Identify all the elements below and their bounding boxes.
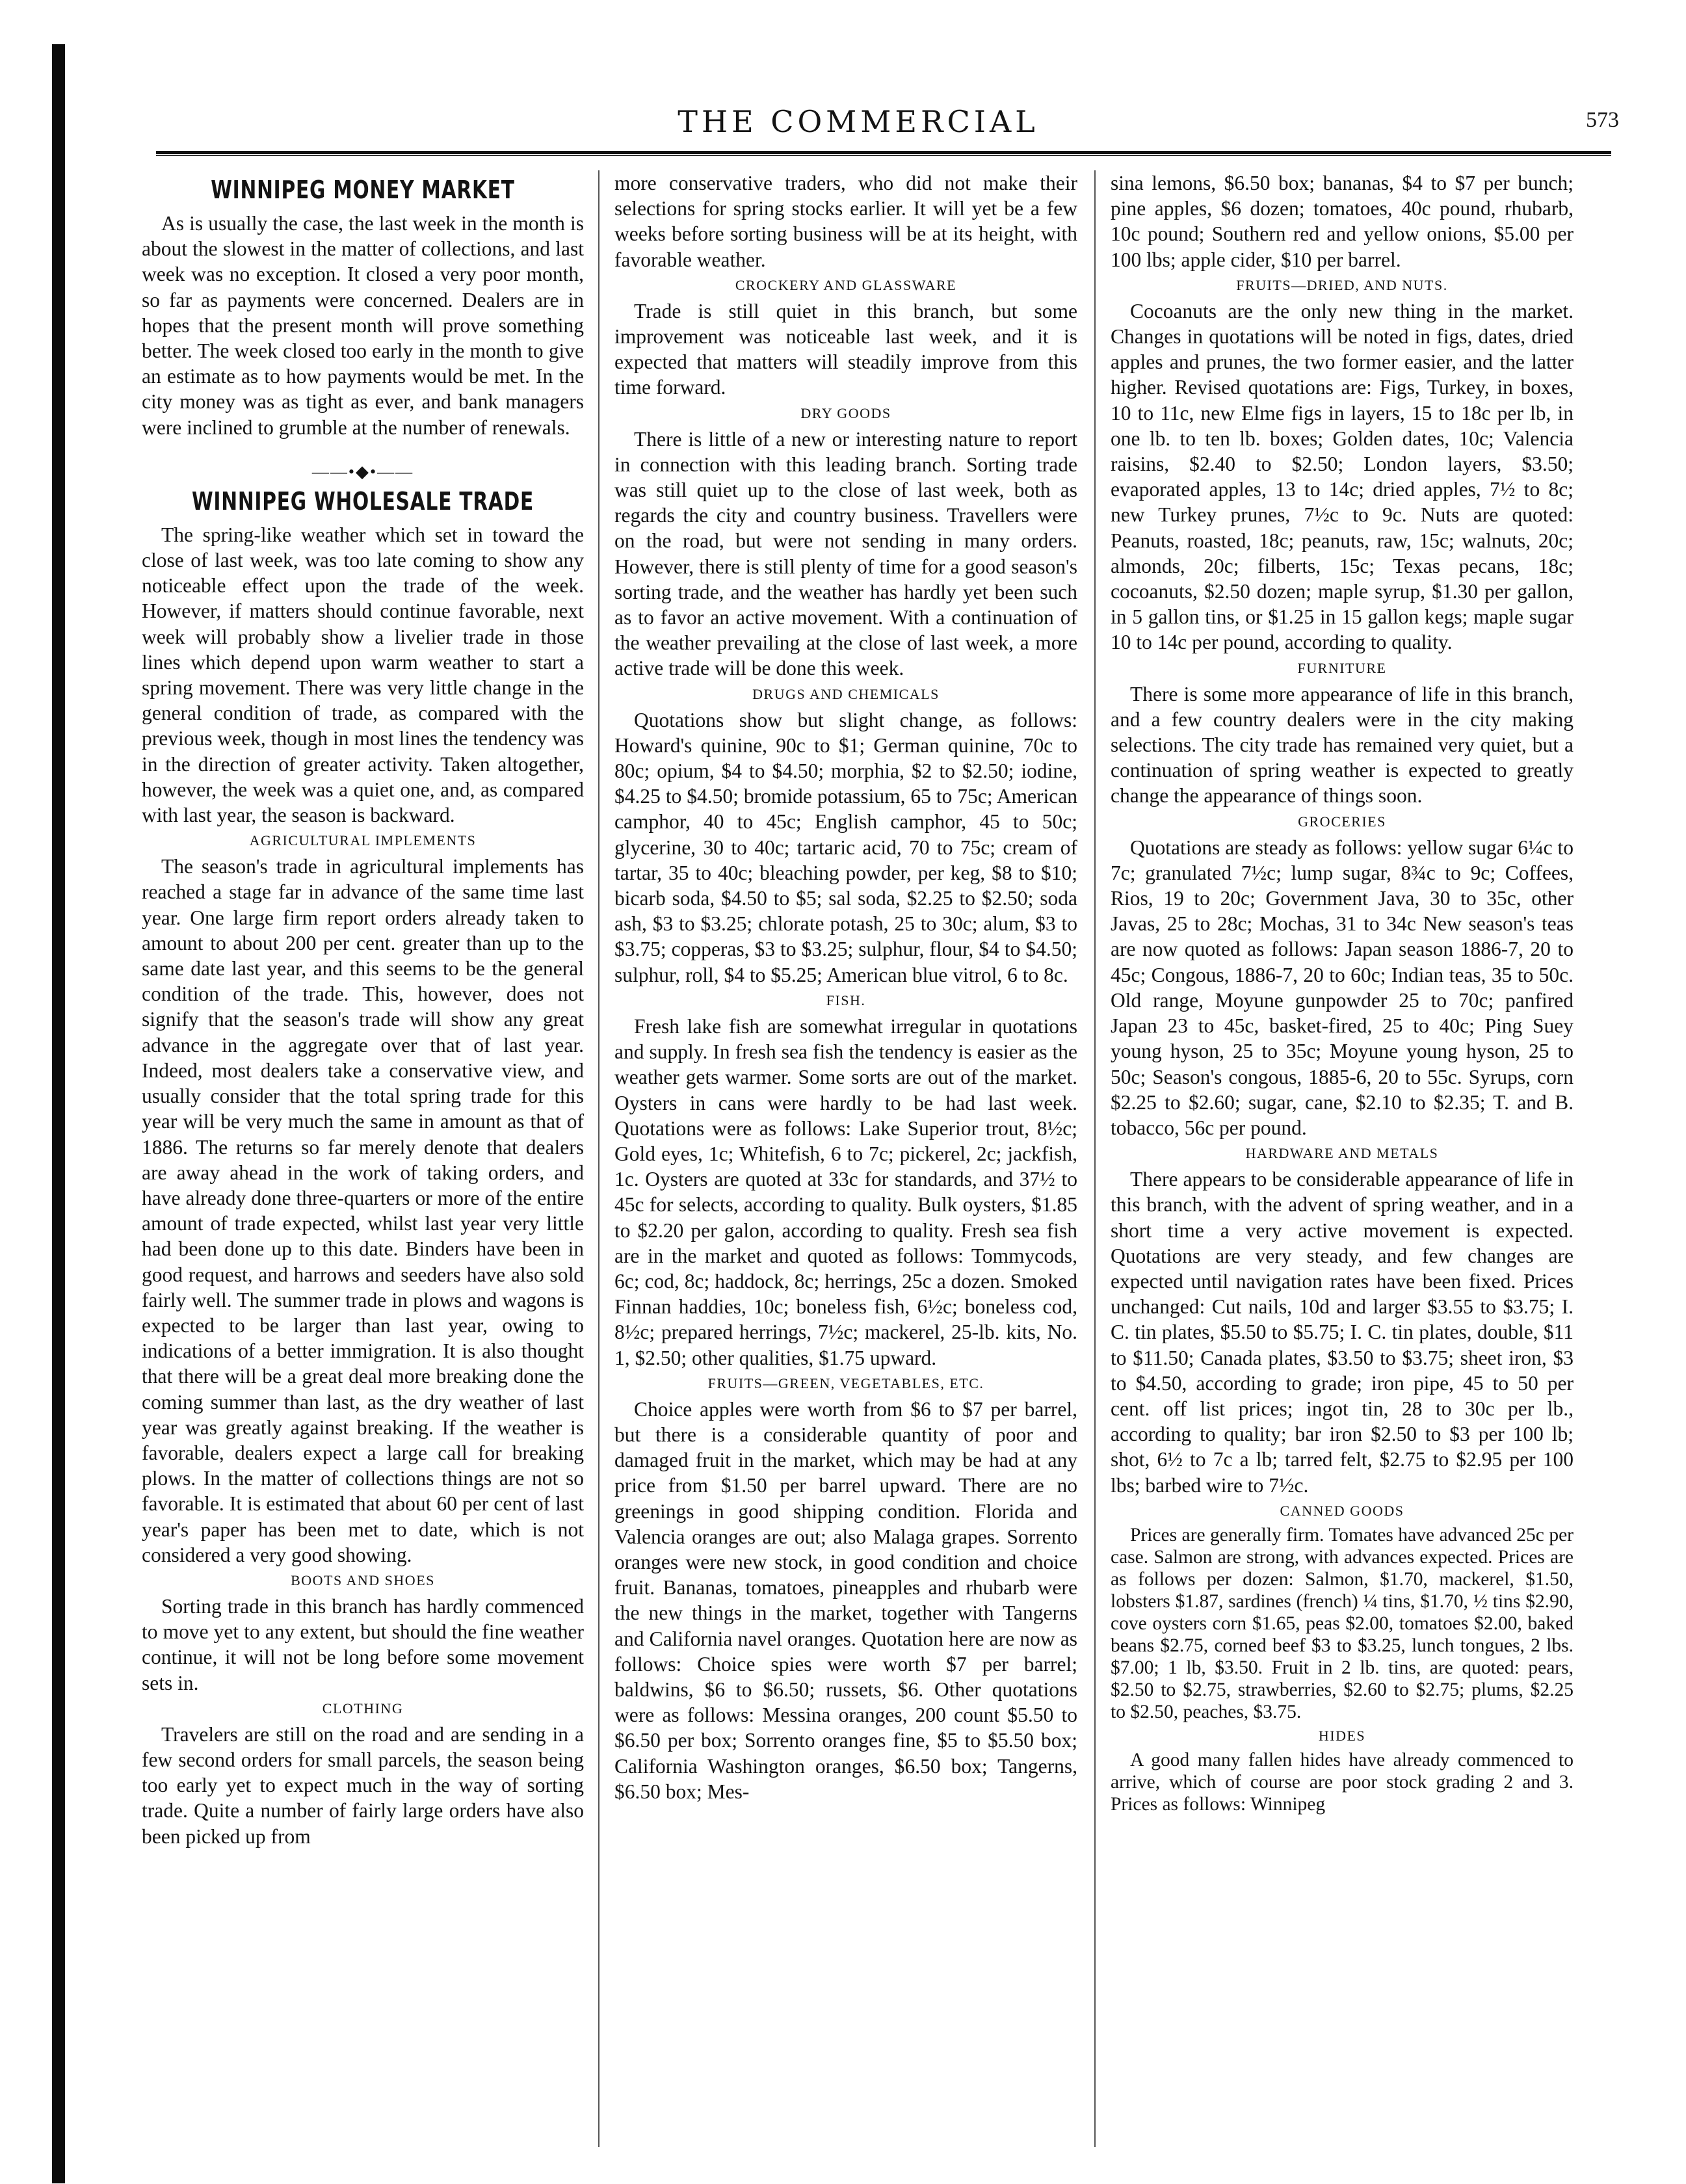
fruits-dried-heading: FRUITS—DRIED, AND NUTS. (1236, 276, 1448, 293)
fish-heading: FISH. (826, 992, 866, 1008)
column-3 (1111, 170, 1574, 2147)
boots-text: Sorting trade in this branch has hardly commenced to move yet to any extent, but should the fine weather continue, it will not be long before some movement sets in. (142, 1594, 584, 1694)
clothing-continued-text: more conservative traders, who did not make their selections for spring stocks earlier. It will yet be a few weeks before sorting business will be at its height, with favorable weather. (614, 172, 1077, 271)
column-divider-1 (598, 170, 599, 2147)
publication-title: THE COMMERCIAL (678, 104, 1039, 139)
furniture-heading: FURNITURE (1297, 659, 1387, 676)
canned-goods-heading: CANNED GOODS (1280, 1502, 1404, 1519)
column-divider-2 (1094, 170, 1096, 2147)
wholesale-trade-heading: WINNIPEG WHOLESALE TRADE (191, 486, 534, 516)
fruits-green-heading: FRUITS—GREEN, VEGETABLES, ETC. (707, 1375, 984, 1391)
drugs-heading: DRUGS AND CHEMICALS (752, 685, 940, 702)
drugs-text: Quotations show but slight change, as follows: Howard's quinine, 90c to $1; German quinine, 70c to 80c; opium, $4 to $4.50; morphia, $2 to $2.50; iodine, $4.25 to $4.50; bromide potassium, 65 to 75c; American camphor, 40 to 45c; English camphor, 45 to 50c; glycerine, 30 to 40c; tartaric acid, 70 to 75c; cream of tartar, 35 to 40c; bleaching powder, per keg, $8 to $10; bicarb soda, $4.50 to $5; sal soda, $2.25 to $2.50; soda ash, $3 to $3.25; chlorate potash, 25 to 30c; alum, $3 to $3.75; copperas, $3 to $3.25; sulphur, flour, $4 to $4.50; sulphur, roll, $4 to $5.25; American blue vitrol, 6 to 8c. (614, 708, 1077, 986)
crockery-heading: CROCKERY AND GLASSWARE (735, 276, 957, 293)
agricultural-text: The season's trade in agricultural implements has reached a stage far in advance of the same time last year. One large firm report orders already taken to amount to about 200 per cent. greater than up to the same date last year, and this seems to be the general condition of the trade. This, however, does not signify that the season's trade will show any great advance in the aggregate over that of last year. Indeed, most dealers take a conservative view, and usually consider that the total spring trade for this year will be very much the same in amount as that of 1886. The returns so far merely denote that dealers are away ahead in the work of taking orders, and have already done three-quarters or more of the entire amount of trade expected, whilst last year very little had been done up to this date. Binders have been in good request, and harrows and seeders have also sold fairly well. The summer trade in plows and wagons is expected to be larger than last year, owing to indications of a better immigration. It is also thought that there will be a great deal more breaking done the coming summer than last, as the dry weather of last year was greatly against breaking. If the weather is favorable, dealers expect a large call for breaking plows. In the matter of collections things are not so favorable. It is estimated that about 60 per cent of last year's paper has been met to date, which is not considered a very good showing. (142, 855, 584, 1566)
fruits-continued-text: sina lemons, $6.50 box; bananas, $4 to $7 per bunch; pine apples, $6 dozen; tomatoes, 40c pound, rhubarb, 10c pound; Southern red and yellow onions, $5.00 per 100 lbs; apple cider, $10 per barrel. (1111, 172, 1574, 271)
page-header (0, 104, 1686, 143)
boots-heading: BOOTS AND SHOES (291, 1572, 435, 1588)
fruits-dried-text: Cocoanuts are the only new thing in the market. Changes in quotations will be noted in figs, dates, dried apples and prunes, the two former easier, and the latter higher. Revised quotations are: Figs, Turkey, in boxes, 10 to 11c, new Elme figs in layers, 15 to 18c per lb, in one lb. to ten lb. boxes; Golden dates, 10c; Valencia raisins, $2.40 to $2.50; London layers, $3.50; evaporated apples, 13 to 14c; dried apples, 7½ to 8c; new Turkey prunes, 7½c to 9c. Nuts are quoted: Peanuts, roasted, 18c; peanuts, raw, 15c; walnuts, 20c; almonds, 20c; filberts, 15c; Texas pecans, 18c; cocoanuts, $2.50 dozen; maple syrup, $1.30 per gallon, in 5 gallon tins, or $1.25 in 15 gallon kegs; maple sugar 10 to 14c per pound, according to quality. (1111, 299, 1574, 654)
wholesale-trade-text: The spring-like weather which set in toward the close of last week, was too late coming to show any noticeable effect upon the trade of the week. However, if matters should continue favorable, next week will probably show a livelier trade in those lines which depend upon warm weather to start a spring movement. There was very little change in the general condition of trade, as compared with the previous week, though in most lines the tendency was in the direction of greater activity. Taken altogether, however, the week was a quiet one, and, as compared with last year, the season is backward. (142, 523, 584, 827)
furniture-text: There is some more appearance of life in this branch, and a few country dealers were in the city making selections. The city trade has remained very quiet, but a continuation of spring weather is expected to greatly change the appearance of things soon. (1111, 682, 1574, 808)
fruits-green-text: Choice apples were worth from $6 to $7 per barrel, but there is a considerable quantity of poor and damaged fruit in the market, which may be had at any price from $1.50 per barrel upward. There are no greenings in good shipping condition. Florida and Valencia oranges are out; also Malaga grapes. Sorrento oranges were new stock, in good condition and choice fruit. Bananas, tomatoes, pineapples and rhubarb were the new things in the market, together with Tangerns and California navel oranges. Quotation here are now as follows: Choice spies were worth $7 per barrel; baldwins, $6 to $6.50; russets, $6. Other quotations were as follows: Messina oranges, 200 count $5.50 to $6.50 per box; Sorrento oranges fine, $5 to $5.50 box; California Washington oranges, $6.50 box; Tangerns, $6.50 box; Mes- (614, 1397, 1077, 1803)
agricultural-heading: AGRICULTURAL IMPLEMENTS (249, 832, 477, 849)
column-1 (142, 170, 584, 2147)
section-ornament: ——•◆•—— (311, 462, 414, 481)
dry-goods-heading: DRY GOODS (800, 404, 891, 421)
page-number: 573 (1586, 108, 1619, 132)
header-rule (156, 151, 1611, 156)
canned-goods-text: Prices are generally firm. Tomates have advanced 25c per case. Salmon are strong, with advances expected. Prices are as follows per dozen: Salmon, $1.70, mackerel, $1.50, lobsters $1.87, sardines (french) ¼ tins, $1.70, ½ tins $2.90, cove oysters corn $1.65, peas $2.00, tomatoes $2.00, baked beans $2.75, corned beef $3 to $3.25, lunch tongues, 2 lbs. $7.00; 1 lb, $3.50. Fruit in 2 lb. tins, are quoted: pears, $2.50 to $2.75, strawberries, $2.60 to $2.75; plums, $2.25 to $2.50, peaches, $3.75. (1111, 1524, 1574, 1722)
hardware-text: There appears to be considerable appearance of life in this branch, with the advent of spring weather, and in a short time a very active movement is expected. Quotations are very steady, and few changes are expected until navigation rates have been fixed. Prices unchanged: Cut nails, 10d and larger $3.55 to $3.75; I. C. tin plates, $5.50 to $5.75; I. C. tin plates, double, $11 to $11.50; Canada plates, $3.50 to $3.75; sheet iron, $3 to $4.50, according to grade; iron pipe, 45 to 50 per cent. off list prices; ingot tin, 28 to 30c per lb., according to quality; bar iron $2.50 to $3 per 100 lb; shot, 6½ to 7c a lb; tarred felt, $2.75 to $2.95 per 100 lbs; barbed wire to 7½c. (1111, 1168, 1574, 1497)
clothing-text: Travelers are still on the road and are sending in a few second orders for small parcels, the season being too early yet to expect much in the way of sorting trade. Quite a number of fairly large orders have also been picked up from (142, 1722, 584, 1848)
hides-heading: HIDES (1318, 1727, 1366, 1744)
crockery-text: Trade is still quiet in this branch, but some improvement was noticeable last week, and it is expected that matters will steadily improve from this time forward. (614, 299, 1077, 399)
groceries-text: Quotations are steady as follows: yellow sugar 6¼c to 7c; granulated 7½c; lump sugar, 8¾c to 9c; Coffees, Rios, 19 to 20c; Government Java, 30 to 35c, other Javas, 25 to 28c; Mochas, 31 to 34c New season's teas are now quoted as follows: Japan season 1886-7, 20 to 45c; Congous, 1886-7, 20 to 60c; Indian teas, 35 to 50c. Old range, Moyune gunpowder 25 to 70c; panfired Japan 23 to 45c, basket-fired, 25 to 40c; Ping Suey young hyson, 25 to 35c; Moyune young hyson, 25 to 50c; Season's congous, 1885-6, 20 to 55c. Syrups, corn $2.25 to $2.60; sugar, cane, $2.10 to $2.35; T. and B. tobacco, 56c per pound. (1111, 835, 1574, 1139)
fish-text: Fresh lake fish are somewhat irregular in quotations and supply. In fresh sea fish the tendency is easier as the weather gets warmer. Some sorts are out of the market. Oysters in cans were hardly to be had last week. Quotations were as follows: Lake Superior trout, 8½c; Gold eyes, 1c; Whitefish, 6 to 7c; pickerel, 2c; jackfish, 1c. Oysters are quoted at 33c for standards, and 37½ to 45c for selects, according to quality. Bulk oysters, $1.85 to $2.20 per galon, according to quality. Fresh sea fish are in the market and quoted as follows: Tommycods, 6c; cod, 8c; haddock, 8c; herrings, 25c a dozen. Smoked Finnan haddies, 10c; boneless fish, 6½c; boneless cod, 8½c; prepared herrings, 7½c; mackerel, 25-lb. kits, No. 1, $2.50; other qualities, $1.75 upward. (614, 1014, 1077, 1369)
groceries-heading: GROCERIES (1298, 813, 1386, 830)
dry-goods-text: There is little of a new or interesting nature to report in connection with this leading branch. Sorting trade was still quiet up to the close of last week, both as regards the city and country business. Travellers were on the road, but were not sending in many orders. However, there is still plenty of time for a good season's sorting trade, and the weather has hardly yet been such as to favor an active movement. With a continuation of the weather prevailing at the close of last week, a more active trade will be done this week. (614, 427, 1077, 680)
money-market-text: As is usually the case, the last week in the month is about the slowest in the matter of collections, and last week was no exception. It closed a very poor month, so far as payments were concerned. Dealers are in hopes that the present month will prove something better. The week closed too early in the month to give an estimate as to how payments would be met. In the city money was as tight as ever, and bank managers were inclined to grumble at the number of renewals. (142, 212, 584, 439)
hardware-heading: HARDWARE AND METALS (1245, 1145, 1439, 1162)
clothing-heading: CLOTHING (322, 1700, 404, 1717)
scan-edge-bar (52, 44, 65, 2183)
column-2 (614, 170, 1077, 2147)
hides-text: A good many fallen hides have already commenced to arrive, which of course are poor stock grading 2 and 3. Prices as follows: Winnipeg (1111, 1749, 1574, 1815)
money-market-heading: WINNIPEG MONEY MARKET (211, 176, 515, 204)
